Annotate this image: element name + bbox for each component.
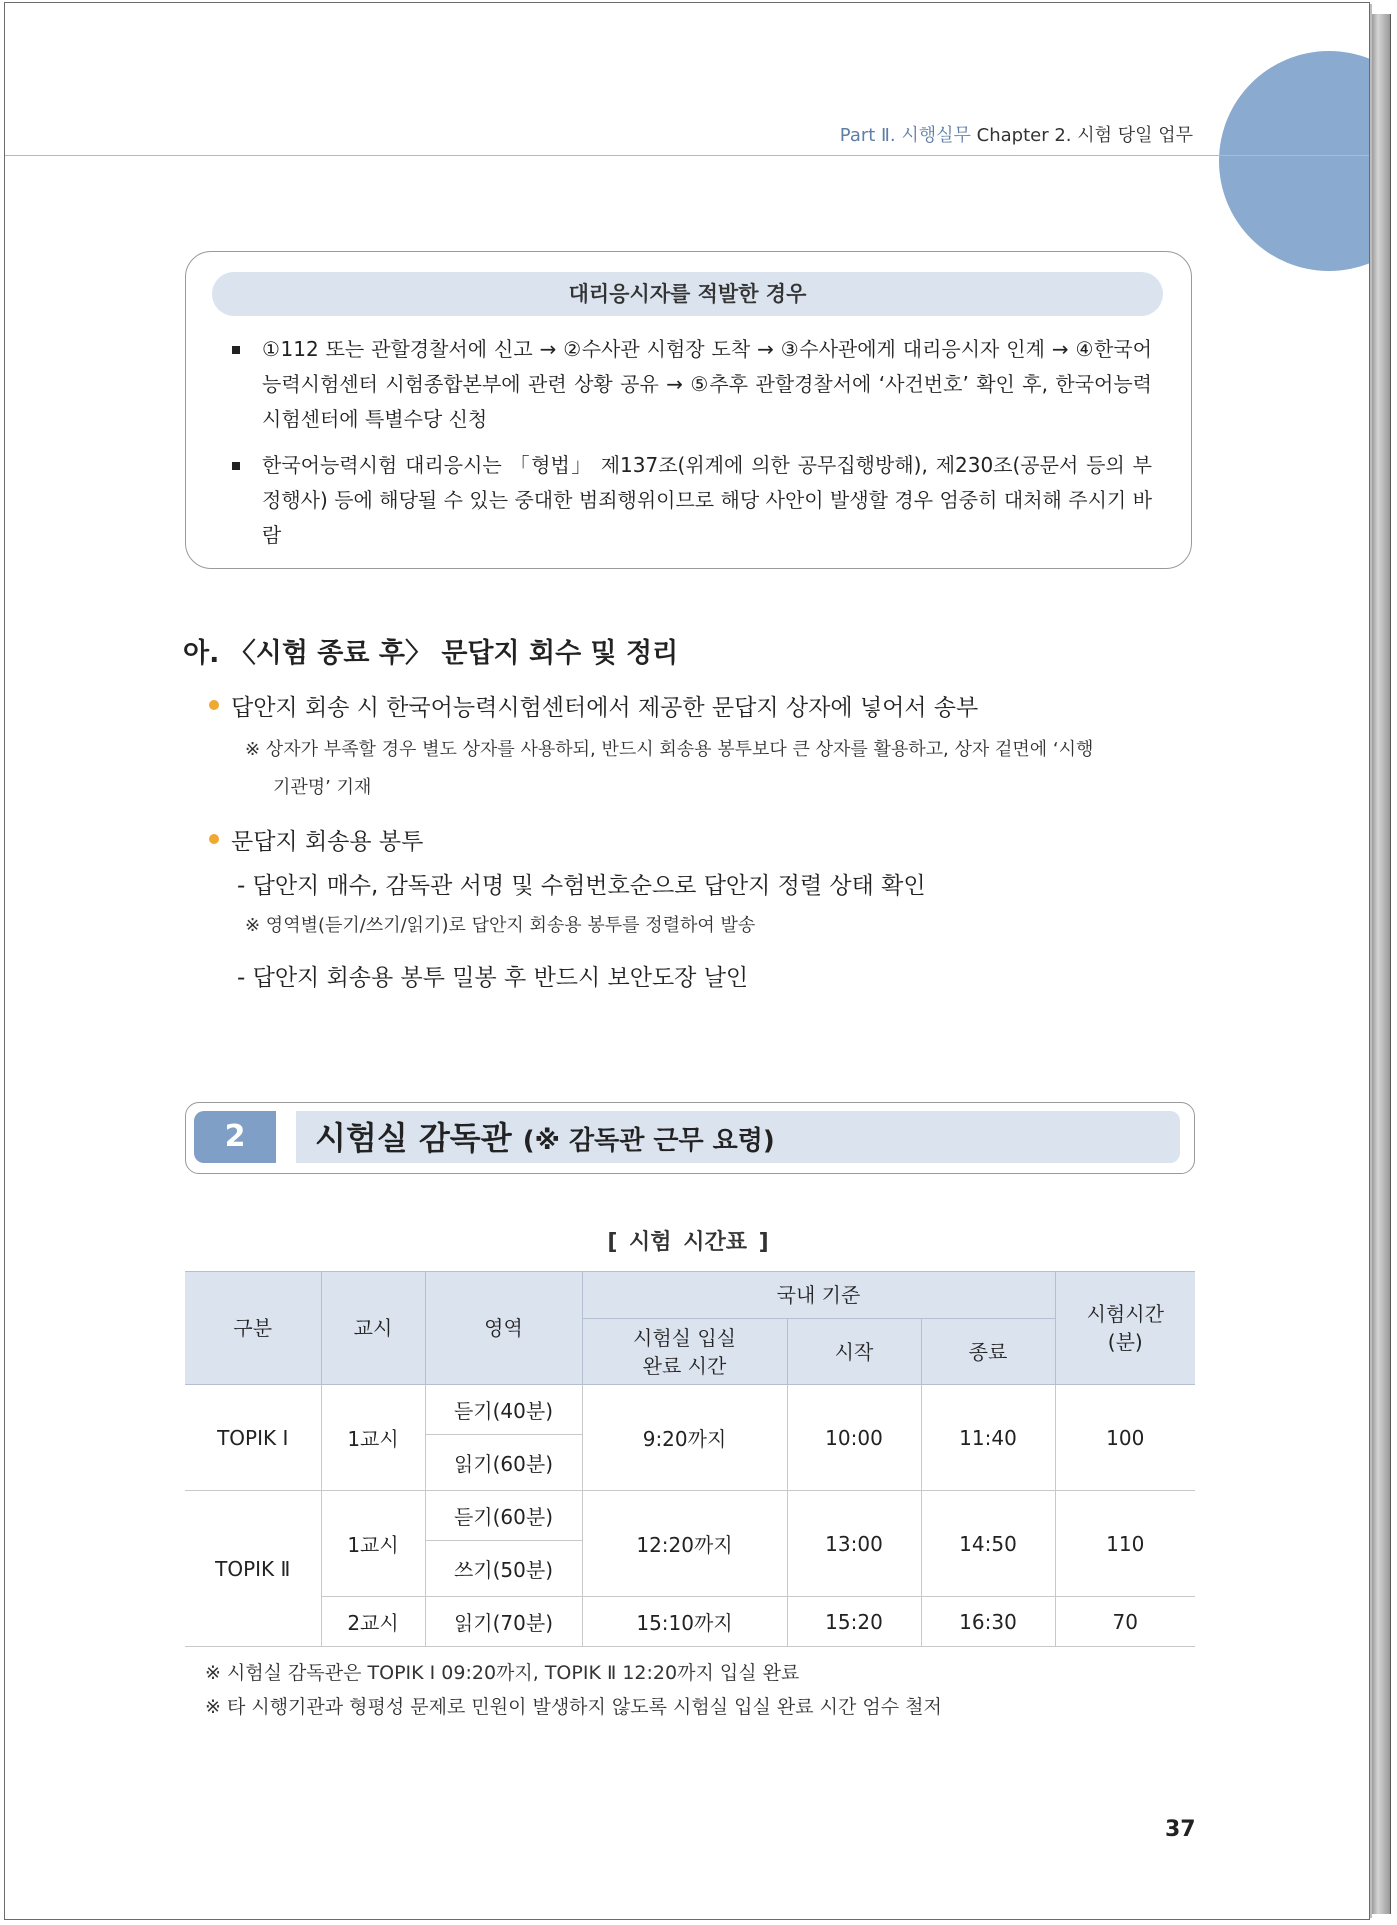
callout-item-procedure [262,332,1152,437]
cell-category: TOPIK Ⅱ [185,1491,321,1647]
document-page [4,2,1370,1920]
section-title-sub: (※ 감독관 근무 요령) [522,1126,775,1156]
header-duration-line1: 시험시간 [1086,1302,1164,1326]
cell-start: 13:00 [787,1491,921,1597]
cell-duration: 110 [1055,1491,1195,1597]
table-caption: [ 시험 시간표 ] [607,1230,769,1255]
bullet-dot-icon [209,700,219,710]
header-period: 교시 [321,1272,425,1385]
cell-entry: 15:10까지 [582,1597,787,1647]
callout-item-text: 한국어능력시험 대리응시는 「형법」 제137조(위계에 의한 공무집행방해), 제230조(공문서 등의 부정행사) 등에 해당될 수 있는 중대한 범죄행위이므로 해당 사안이 발생할 경우 엄중히 대처해 주시기 바람 [262,453,1152,547]
cell-entry: 9:20까지 [582,1385,787,1491]
header-entry-time [582,1319,787,1385]
callout-item-text: ①112 또는 관할경찰서에 신고 → ②수사관 시험장 도착 → ③수사관에게 대리응시자 인계 → ④한국어능력시험센터 시험종합본부에 관련 상황 공유 → ⑤추후 관할경찰서에 ‘사건번호’ 확인 후, 한국어능력시험센터에 특별수당 신청 [262,337,1152,431]
square-bullet-icon [232,346,240,354]
cell-end: 11:40 [921,1385,1055,1491]
cell-start: 10:00 [787,1385,921,1491]
cell-end: 14:50 [921,1491,1055,1597]
header-end: 종료 [921,1319,1055,1385]
bullet-dot-icon [209,834,219,844]
cell-period: 2교시 [321,1597,425,1647]
cell-area: 읽기(60분) [425,1435,582,1491]
dash-item: - 답안지 회송용 봉투 밀봉 후 반드시 보안도장 날인 [237,965,749,991]
header-domestic: 국내 기준 [582,1272,1055,1319]
bullet-text: 문답지 회송용 봉투 [231,829,424,855]
cell-start: 15:20 [787,1597,921,1647]
corner-decoration [1219,51,1370,271]
page-number: 37 [1165,1817,1196,1842]
cell-period: 1교시 [321,1385,425,1491]
cell-area: 쓰기(50분) [425,1541,582,1597]
cell-category: TOPIK Ⅰ [185,1385,321,1491]
section-title-main: 시험실 감독관 [315,1119,512,1157]
note-line: ※ 상자가 부족할 경우 별도 상자를 사용하되, 반드시 회송용 봉투보다 큰 상자를 활용하고, 상자 겉면에 ‘시행 [245,739,1094,760]
header-duration-line2: (분) [1107,1330,1143,1354]
header-category: 구분 [185,1272,321,1385]
footnote: ※ 타 시행기관과 형평성 문제로 민원이 발생하지 않도록 시험실 입실 완료 시간 엄수 철저 [205,1696,942,1718]
header-rule [5,155,1370,156]
square-bullet-icon [232,462,240,470]
cell-area: 읽기(70분) [425,1597,582,1647]
section-heading: 아. 〈시험 종료 후〉 문답지 회수 및 정리 [183,638,679,669]
header-start: 시작 [787,1319,921,1385]
bullet-item [231,689,978,722]
page-edge-shadow [1370,14,1391,1914]
header-entry-line1: 시험실 입실 [633,1325,736,1350]
running-header-chapter: Chapter 2. 시험 당일 업무 [976,125,1193,146]
dash-item: - 답안지 매수, 감독관 서명 및 수험번호순으로 답안지 정렬 상태 확인 [237,873,926,899]
cell-duration: 100 [1055,1385,1195,1491]
cell-end: 16:30 [921,1597,1055,1647]
note-line: ※ 영역별(듣기/쓰기/읽기)로 답안지 회송용 봉투를 정렬하여 발송 [245,915,756,936]
cell-period: 1교시 [321,1491,425,1597]
section-number: 2 [194,1111,276,1163]
callout-title: 대리응시자를 적발한 경우 [212,272,1163,316]
callout-item-warning [262,448,1152,553]
cell-area: 듣기(40분) [425,1385,582,1435]
cell-entry: 12:20까지 [582,1491,787,1597]
table-row [185,1597,1195,1647]
cell-duration: 70 [1055,1597,1195,1647]
bullet-text: 답안지 회송 시 한국어능력시험센터에서 제공한 문답지 상자에 넣어서 송부 [231,695,979,721]
bullet-item [231,823,423,856]
section-title [315,1114,775,1165]
note-line: 기관명’ 기재 [273,777,372,798]
running-header-part: Part Ⅱ. 시행실무 [839,125,971,146]
cell-area: 듣기(60분) [425,1491,582,1541]
table-row [185,1491,1195,1541]
header-entry-line2: 완료 시간 [642,1353,727,1378]
table-row [185,1385,1195,1435]
exam-schedule-table [185,1271,1195,1647]
header-area: 영역 [425,1272,582,1385]
proxy-test-taker-callout [185,251,1192,569]
running-header [840,121,1193,147]
footnote: ※ 시험실 감독관은 TOPIK Ⅰ 09:20까지, TOPIK Ⅱ 12:20까지 입실 완료 [205,1662,800,1684]
header-duration [1055,1272,1195,1385]
